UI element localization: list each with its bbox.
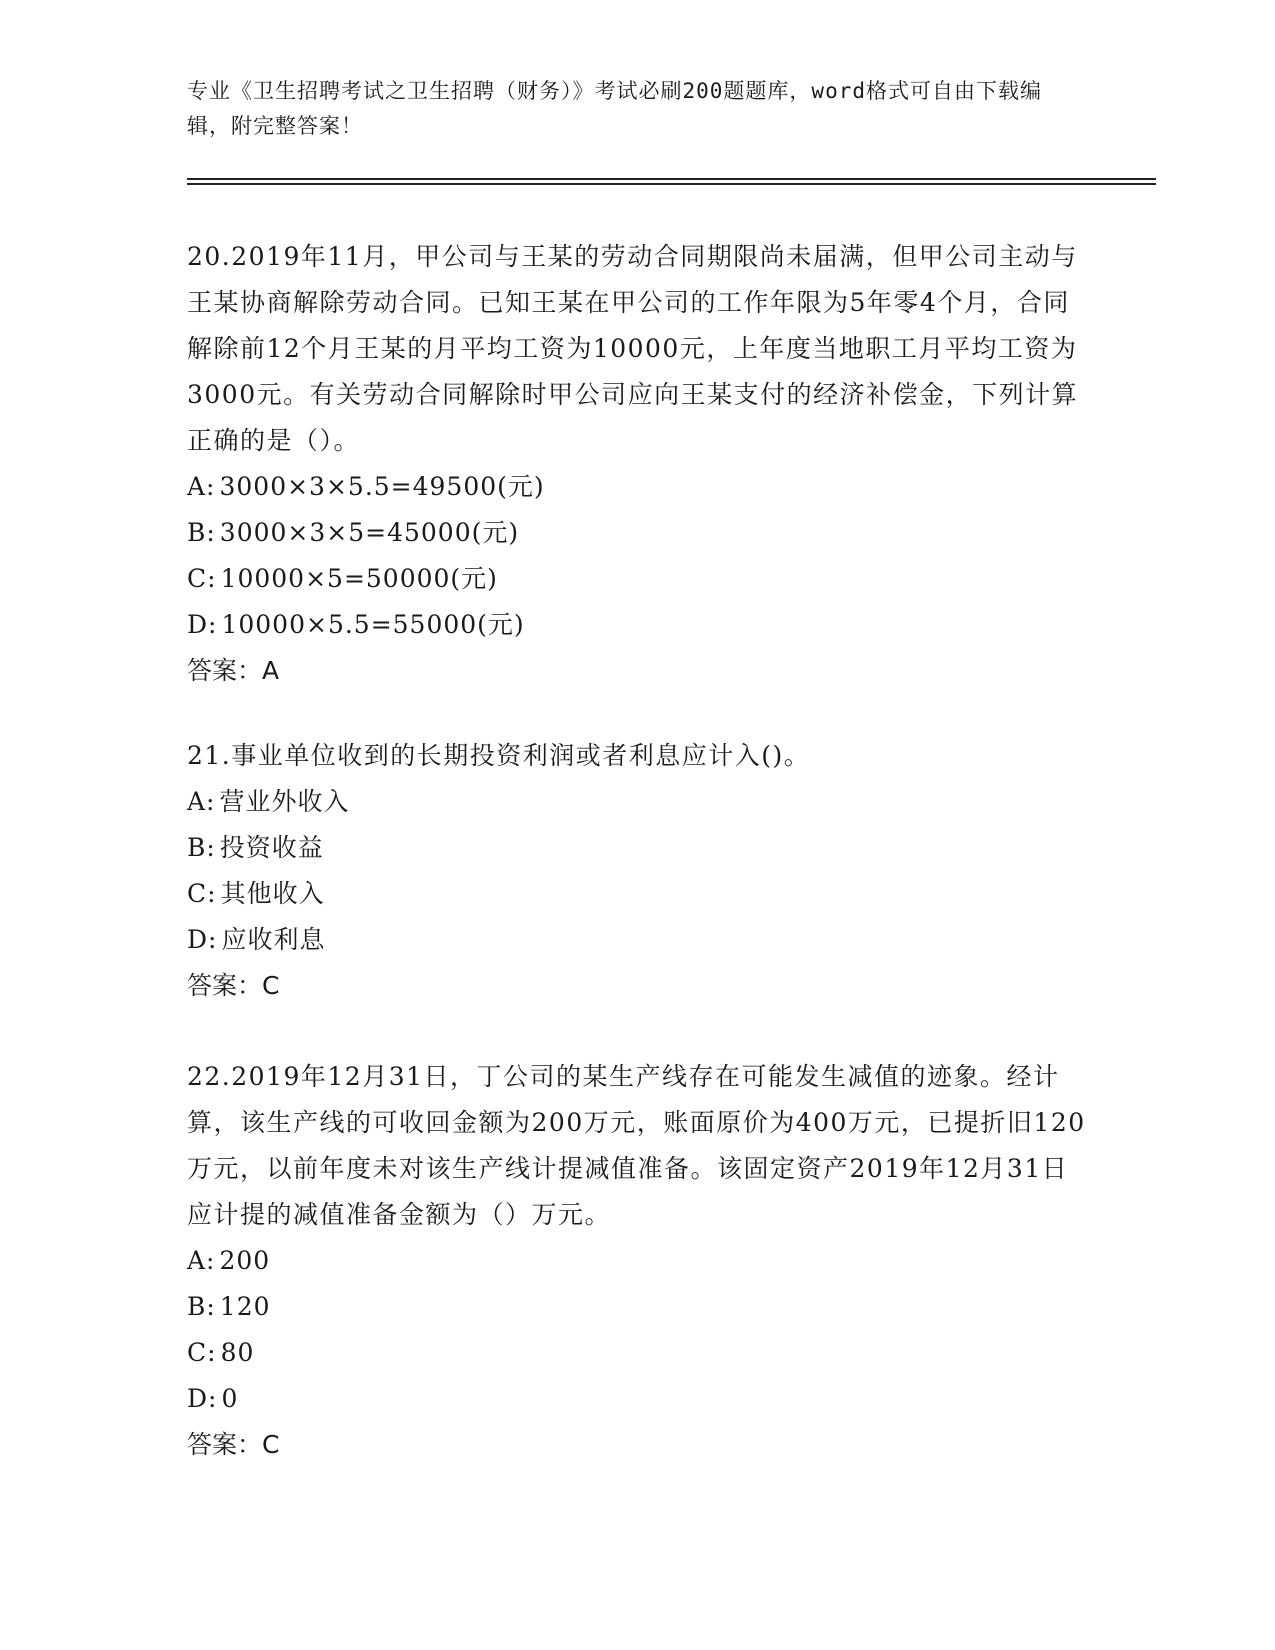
option-text: 营业外收入 bbox=[219, 787, 350, 816]
option-letter: B: bbox=[187, 1292, 216, 1321]
option-text: 3000×3×5.5=49500(元) bbox=[219, 472, 545, 501]
answer-line: 答案：C bbox=[187, 1430, 280, 1459]
question-stem: 21.事业单位收到的长期投资利润或者利息应计入()。 bbox=[187, 741, 811, 770]
header-divider-bottom bbox=[187, 183, 1156, 185]
option-text: 投资收益 bbox=[219, 833, 324, 862]
option-letter: B: bbox=[187, 833, 216, 862]
question-stem: 20.2019年11月，甲公司与王某的劳动合同期限尚未届满，但甲公司主动与王某协商解除劳动合同。已知王某在甲公司的工作年限为5年零4个月，合同解除前12个月王某的月平均工资为10000元，上年度当地职工月平均工资为3000元。有关劳动合同解除时甲公司应向王某支付的经济补偿金，下列计算正确的是（）。 bbox=[187, 242, 1079, 455]
question-21 bbox=[187, 733, 1087, 1009]
option-letter: C: bbox=[187, 564, 217, 593]
option-letter: C: bbox=[187, 1338, 217, 1367]
option-text: 80 bbox=[220, 1338, 255, 1367]
option-a bbox=[187, 779, 1087, 825]
option-letter: D: bbox=[187, 1384, 218, 1413]
option-text: 10000×5=50000(元) bbox=[220, 564, 498, 593]
document-header: 专业《卫生招聘考试之卫生招聘（财务）》考试必刷200题题库，word格式可自由下载编辑，附完整答案！ bbox=[187, 79, 1042, 138]
option-d bbox=[187, 1376, 1087, 1422]
option-letter: D: bbox=[187, 610, 218, 639]
question-stem: 22.2019年12月31日，丁公司的某生产线存在可能发生减值的迹象。经计算，该生产线的可收回金额为200万元，账面原价为400万元，已提折旧120万元，以前年度未对该生产线计提减值准备。该固定资产2019年12月31日应计提的减值准备金额为（）万元。 bbox=[187, 1062, 1086, 1229]
option-letter: A: bbox=[187, 472, 216, 501]
option-c bbox=[187, 556, 1087, 602]
option-letter: A: bbox=[187, 1246, 216, 1275]
answer-line: 答案：A bbox=[187, 656, 280, 685]
option-letter: B: bbox=[187, 518, 216, 547]
option-text: 10000×5.5=55000(元) bbox=[221, 610, 525, 639]
question-20 bbox=[187, 234, 1087, 694]
option-c bbox=[187, 871, 1087, 917]
option-b bbox=[187, 510, 1087, 556]
option-d bbox=[187, 602, 1087, 648]
option-text: 应收利息 bbox=[221, 925, 326, 954]
option-c bbox=[187, 1330, 1087, 1376]
option-d bbox=[187, 917, 1087, 963]
option-letter: A: bbox=[187, 787, 216, 816]
option-text: 0 bbox=[221, 1384, 239, 1413]
option-a bbox=[187, 464, 1087, 510]
answer-line: 答案：C bbox=[187, 971, 280, 1000]
option-text: 120 bbox=[219, 1292, 271, 1321]
option-letter: C: bbox=[187, 879, 217, 908]
option-b bbox=[187, 825, 1087, 871]
option-text: 3000×3×5=45000(元) bbox=[219, 518, 520, 547]
option-b bbox=[187, 1284, 1087, 1330]
option-letter: D: bbox=[187, 925, 218, 954]
question-22 bbox=[187, 1054, 1087, 1468]
option-a bbox=[187, 1238, 1087, 1284]
option-text: 200 bbox=[219, 1246, 271, 1275]
header-divider-top bbox=[187, 178, 1156, 180]
option-text: 其他收入 bbox=[220, 879, 325, 908]
